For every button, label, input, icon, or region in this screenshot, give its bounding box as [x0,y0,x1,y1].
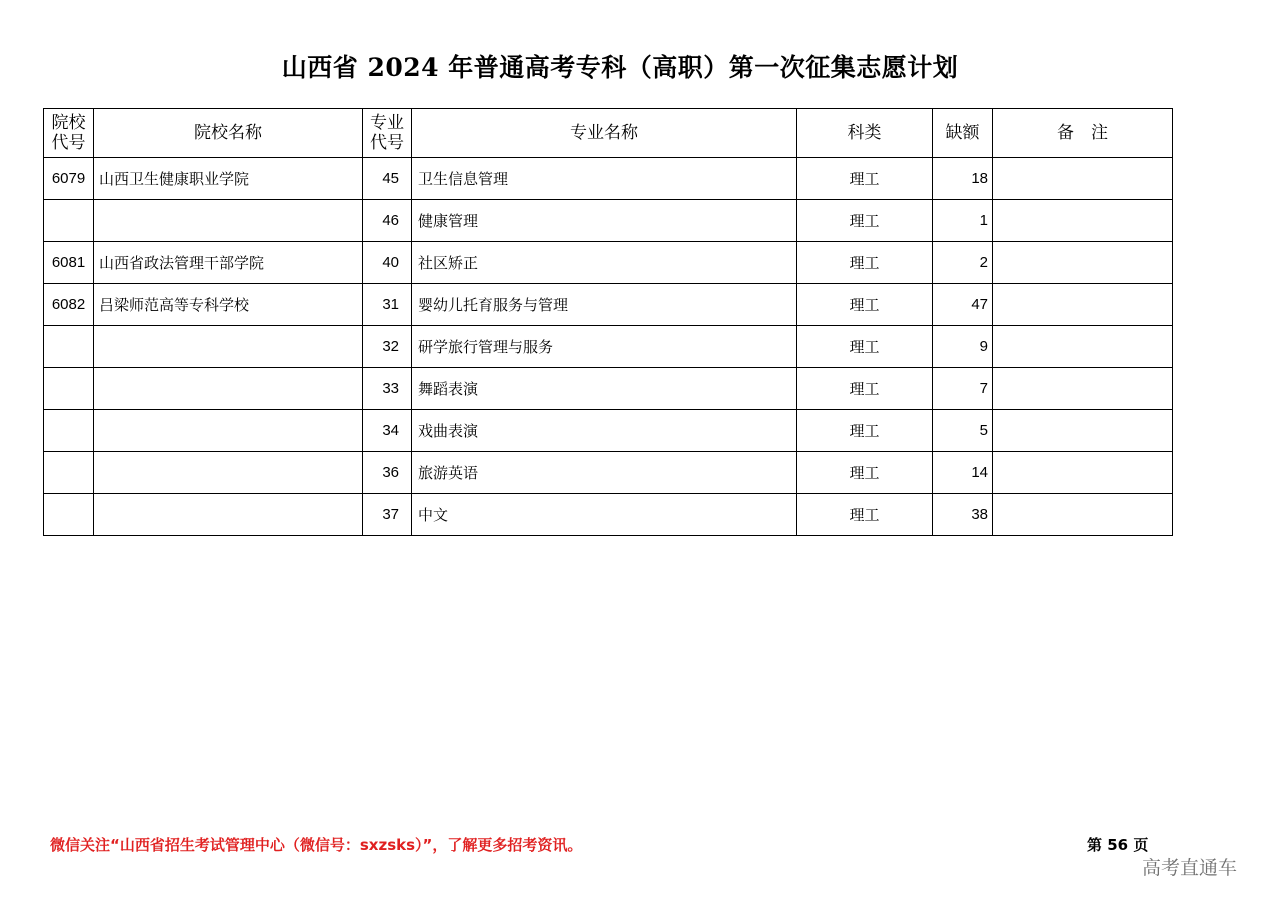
header-vacancies: 缺额 [933,109,993,158]
table-row [44,452,1173,494]
cell-remarks [993,494,1173,536]
table-row [44,242,1173,284]
cell-remarks [993,200,1173,242]
cell-school-code [44,368,94,410]
table-row [44,158,1173,200]
cell-major-name: 舞蹈表演 [412,368,797,410]
table-row [44,284,1173,326]
enrollment-plan-table [43,108,1173,536]
header-category: 科类 [797,109,933,158]
cell-school-name [94,410,363,452]
cell-category: 理工 [797,242,933,284]
cell-major-code: 37 [363,494,412,536]
cell-category: 理工 [797,200,933,242]
cell-remarks [993,242,1173,284]
table-row [44,410,1173,452]
header-major-code-line1: 专业 [370,113,404,133]
cell-vacancies: 18 [933,158,993,200]
cell-remarks [993,326,1173,368]
cell-remarks [993,368,1173,410]
header-major-code [363,109,412,158]
cell-school-name: 山西省政法管理干部学院 [94,242,363,284]
header-school-code [44,109,94,158]
table-body [44,158,1173,536]
cell-remarks [993,158,1173,200]
cell-vacancies: 47 [933,284,993,326]
cell-category: 理工 [797,158,933,200]
header-major-name: 专业名称 [412,109,797,158]
cell-vacancies: 38 [933,494,993,536]
cell-remarks [993,410,1173,452]
cell-vacancies: 2 [933,242,993,284]
table-header-row [44,109,1173,158]
cell-category: 理工 [797,368,933,410]
cell-major-code: 46 [363,200,412,242]
cell-school-code [44,494,94,536]
cell-major-name: 戏曲表演 [412,410,797,452]
cell-major-code: 31 [363,284,412,326]
cell-school-code: 6082 [44,284,94,326]
table-row [44,326,1173,368]
cell-school-code: 6081 [44,242,94,284]
cell-category: 理工 [797,284,933,326]
cell-major-name: 卫生信息管理 [412,158,797,200]
cell-school-name [94,452,363,494]
page-number: 第 56 页 [1087,836,1149,854]
cell-major-code: 40 [363,242,412,284]
cell-major-code: 34 [363,410,412,452]
cell-major-code: 33 [363,368,412,410]
cell-remarks [993,284,1173,326]
header-major-code-line2: 代号 [370,133,404,153]
cell-school-code [44,200,94,242]
cell-remarks [993,452,1173,494]
cell-school-name [94,326,363,368]
cell-major-name: 旅游英语 [412,452,797,494]
cell-category: 理工 [797,326,933,368]
header-remarks: 备 注 [993,109,1173,158]
cell-major-name: 中文 [412,494,797,536]
cell-school-name: 山西卫生健康职业学院 [94,158,363,200]
watermark-text: 高考直通车 [1142,857,1238,879]
cell-category: 理工 [797,494,933,536]
cell-category: 理工 [797,452,933,494]
cell-major-name: 社区矫正 [412,242,797,284]
cell-school-name [94,200,363,242]
header-school-code-line2: 代号 [51,133,86,153]
cell-vacancies: 9 [933,326,993,368]
cell-major-name: 健康管理 [412,200,797,242]
table-row [44,200,1173,242]
cell-major-code: 36 [363,452,412,494]
cell-school-code [44,326,94,368]
table-row [44,368,1173,410]
document-title: 山西省 2024 年普通高考专科（高职）第一次征集志愿计划 [281,53,959,82]
cell-major-name: 婴幼儿托育服务与管理 [412,284,797,326]
cell-vacancies: 1 [933,200,993,242]
cell-vacancies: 5 [933,410,993,452]
header-school-name: 院校名称 [94,109,363,158]
cell-school-code [44,410,94,452]
header-school-code-line1: 院校 [51,113,86,133]
cell-school-code: 6079 [44,158,94,200]
cell-school-name: 吕梁师范高等专科学校 [94,284,363,326]
cell-school-name [94,494,363,536]
cell-school-name [94,368,363,410]
table-row [44,494,1173,536]
cell-school-code [44,452,94,494]
cell-vacancies: 14 [933,452,993,494]
cell-category: 理工 [797,410,933,452]
cell-major-code: 45 [363,158,412,200]
cell-major-code: 32 [363,326,412,368]
wechat-follow-note: 微信关注“山西省招生考试管理中心（微信号：sxzsks）”，了解更多招考资讯。 [50,836,583,854]
cell-vacancies: 7 [933,368,993,410]
cell-major-name: 研学旅行管理与服务 [412,326,797,368]
